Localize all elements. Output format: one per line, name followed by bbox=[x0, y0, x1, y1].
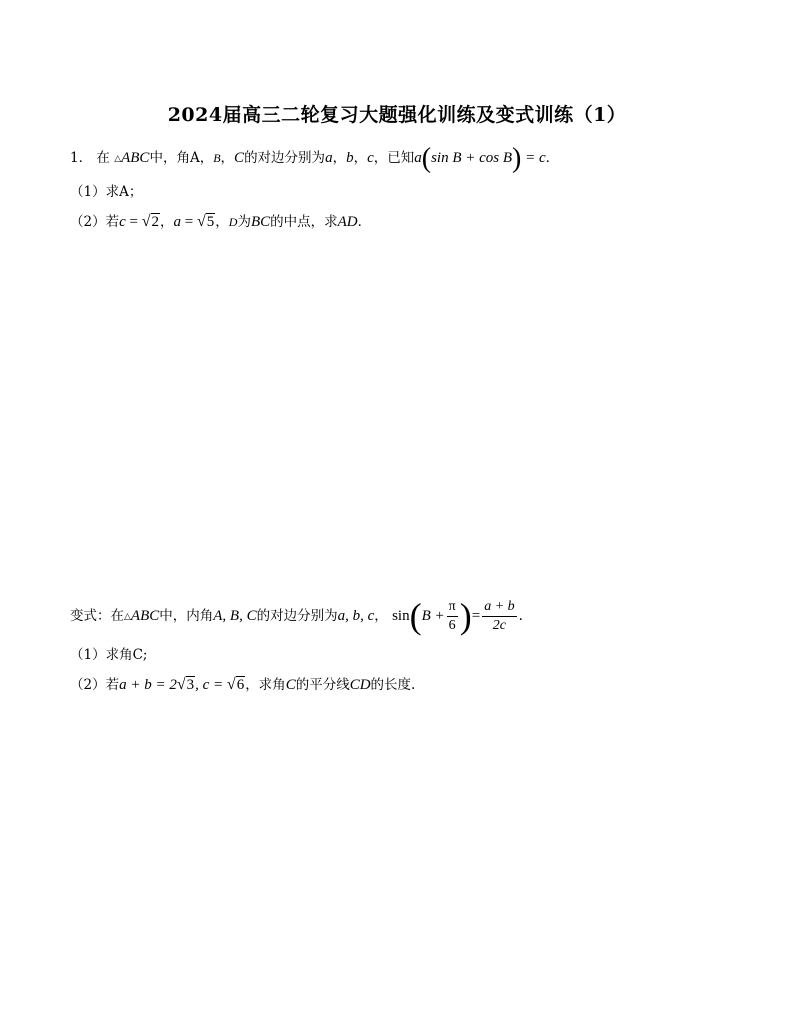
math-eq: = c bbox=[521, 150, 546, 166]
math-abc: ABC bbox=[121, 150, 150, 166]
triangle-symbol: △ bbox=[114, 154, 122, 164]
math-abc: ABC bbox=[130, 608, 160, 624]
text: ， bbox=[220, 150, 235, 166]
math-B: B bbox=[213, 151, 221, 165]
math-c: c bbox=[367, 150, 374, 166]
variant-part-2 bbox=[70, 675, 415, 695]
numerator: a + b bbox=[482, 598, 516, 617]
math-C: C bbox=[285, 677, 296, 693]
text: 的平分线 bbox=[295, 677, 350, 693]
math-C: C bbox=[234, 150, 245, 166]
text: ，求角 bbox=[245, 677, 286, 693]
math-BC: BC bbox=[250, 214, 271, 230]
math-a: a bbox=[173, 214, 182, 230]
math-expr: a + b = 2 bbox=[119, 677, 177, 693]
text: ． bbox=[357, 214, 372, 230]
text: ， bbox=[160, 214, 174, 230]
paren-left: ( bbox=[421, 143, 432, 174]
text: （2）若 bbox=[70, 677, 120, 693]
radicand: 2 bbox=[151, 214, 160, 230]
text: 的对边分别为 bbox=[256, 608, 338, 624]
text: ， bbox=[215, 214, 229, 230]
fraction-a-plus-b-over-2c bbox=[482, 598, 516, 635]
text: ， bbox=[332, 150, 347, 166]
math-a: a bbox=[414, 150, 422, 166]
denominator: 6 bbox=[448, 618, 456, 633]
text: ， bbox=[353, 150, 368, 166]
text: 在 bbox=[96, 150, 110, 166]
triangle-symbol: △ bbox=[124, 612, 131, 622]
text: 为 bbox=[237, 214, 251, 230]
radicand: 3 bbox=[186, 677, 195, 693]
math-eq: = bbox=[471, 608, 481, 624]
problem-number: 1． bbox=[70, 150, 93, 166]
radicand: 5 bbox=[206, 214, 215, 230]
math-c: c bbox=[119, 214, 126, 230]
math-eq: = bbox=[125, 214, 142, 230]
text: 的中点，求 bbox=[270, 214, 338, 230]
variant-part-1: （1）求角C; bbox=[70, 647, 148, 663]
math-sides: a, b, c bbox=[337, 608, 375, 624]
denominator: 2c bbox=[492, 618, 507, 633]
text: ，已知 bbox=[373, 150, 415, 166]
math-angles: A, B, C bbox=[213, 608, 257, 624]
paren-right: ) bbox=[512, 143, 522, 174]
sqrt-expression: √2 bbox=[141, 213, 160, 230]
text: （2）若 bbox=[70, 214, 120, 230]
text: 中，内角 bbox=[159, 608, 214, 624]
paren-right: ) bbox=[459, 596, 472, 636]
problem-1-part-1: （1）求A； bbox=[70, 184, 143, 200]
text: 的长度. bbox=[370, 677, 416, 693]
numerator: π bbox=[447, 598, 458, 617]
fraction-pi-over-6 bbox=[447, 598, 458, 635]
text: . bbox=[518, 608, 523, 624]
problem-1-part-2 bbox=[70, 212, 371, 232]
radicand: 6 bbox=[236, 677, 245, 693]
text: 的对边分别为 bbox=[244, 150, 326, 166]
math-CD: CD bbox=[349, 677, 371, 693]
page-title: 2024届高三二轮复习大题强化训练及变式训练（1） bbox=[167, 104, 627, 126]
variant-statement bbox=[70, 598, 523, 635]
math-AD: AD bbox=[337, 214, 358, 230]
sqrt-expression: √3 bbox=[176, 676, 195, 693]
math-b-plus: B + bbox=[421, 608, 445, 624]
math-b: b bbox=[346, 150, 354, 166]
math-formula: sin B + cos B bbox=[431, 150, 513, 166]
problem-1-statement bbox=[70, 143, 560, 174]
text: 中，角A， bbox=[149, 150, 214, 166]
math-a: a bbox=[325, 150, 333, 166]
math-expr: , c = bbox=[195, 677, 227, 693]
sqrt-expression: √5 bbox=[196, 213, 215, 230]
text: ， bbox=[374, 608, 388, 624]
math-eq: = bbox=[181, 214, 197, 230]
sqrt-expression: √6 bbox=[226, 676, 245, 693]
text: ． bbox=[545, 150, 560, 166]
math-sin: sin bbox=[392, 608, 410, 624]
math-D: D bbox=[228, 215, 238, 229]
paren-left: ( bbox=[409, 596, 422, 636]
text: 变式：在 bbox=[70, 608, 124, 624]
